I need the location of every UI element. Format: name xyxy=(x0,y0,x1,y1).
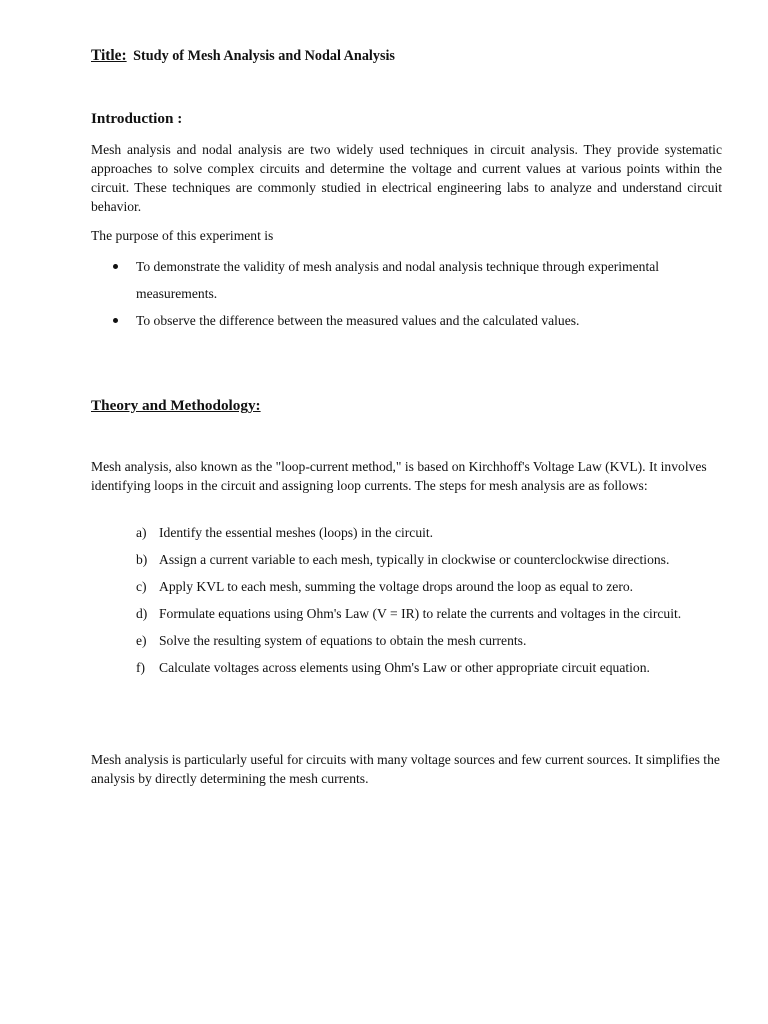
theory-heading: Theory and Methodology: xyxy=(91,397,261,414)
theory-conclusion-paragraph: Mesh analysis is particularly useful for circuits with many voltage sources and few current sources. It simplifies the analysis by directly determining the mesh currents. xyxy=(91,752,720,786)
list-item xyxy=(136,519,726,546)
step-text: Apply KVL to each mesh, summing the voltage drops around the loop as equal to zero. xyxy=(159,579,634,594)
list-item xyxy=(113,307,725,334)
purpose-lead: The purpose of this experiment is xyxy=(91,228,274,243)
document-title xyxy=(91,47,395,65)
step-marker: a) xyxy=(136,525,147,540)
step-text: Identify the essential meshes (loops) in the circuit. xyxy=(159,525,434,540)
list-item xyxy=(136,654,726,681)
mesh-steps-list xyxy=(136,519,726,681)
introduction-paragraph: Mesh analysis and nodal analysis are two widely used techniques in circuit analysis. They provide systematic approaches to solve complex circuits and determine the voltage and current values at various points within the circuit. These techniques are commonly studied in electrical engineering labs to analyze and understand circuit behavior. xyxy=(91,142,722,214)
list-item xyxy=(136,546,726,573)
step-marker: f) xyxy=(136,660,146,675)
bullet-icon xyxy=(113,264,118,269)
step-text: Solve the resulting system of equations to obtain the mesh currents. xyxy=(159,633,527,648)
purpose-list xyxy=(113,253,725,334)
bullet-icon xyxy=(113,318,118,323)
list-item xyxy=(113,253,725,307)
step-text: Formulate equations using Ohm's Law (V = IR) to relate the currents and voltages in the circuit. xyxy=(159,606,682,621)
title-text: Study of Mesh Analysis and Nodal Analysis xyxy=(133,48,395,64)
list-item xyxy=(136,573,726,600)
purpose-item-text: To observe the difference between the measured values and the calculated values. xyxy=(136,313,580,328)
list-item xyxy=(136,627,726,654)
title-label: Title: xyxy=(91,47,127,64)
step-marker: e) xyxy=(136,633,147,648)
introduction-heading: Introduction : xyxy=(91,110,183,127)
step-marker: b) xyxy=(136,552,148,567)
step-text: Assign a current variable to each mesh, typically in clockwise or counterclockwise directions. xyxy=(159,552,670,567)
theory-intro-paragraph: Mesh analysis, also known as the "loop-current method," is based on Kirchhoff's Voltage Law (KVL). It involves identifying loops in the circuit and assigning loop currents. The steps for mesh analysis are as follows: xyxy=(91,459,707,493)
purpose-item-text: To demonstrate the validity of mesh analysis and nodal analysis technique through experimental measurements. xyxy=(136,259,660,301)
step-marker: c) xyxy=(136,579,147,594)
step-marker: d) xyxy=(136,606,148,621)
list-item xyxy=(136,600,726,627)
step-text: Calculate voltages across elements using Ohm's Law or other appropriate circuit equation. xyxy=(159,660,650,675)
